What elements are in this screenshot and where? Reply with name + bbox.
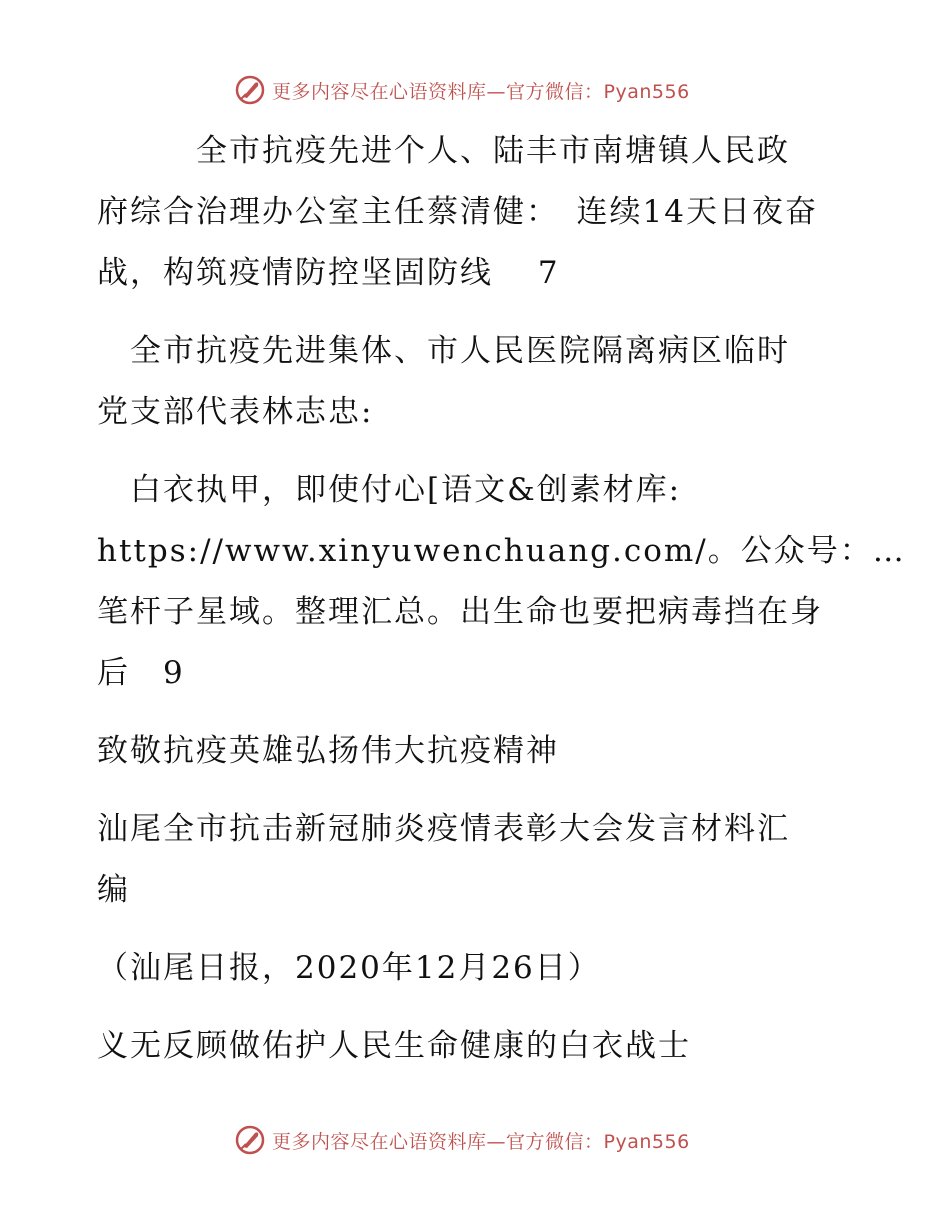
paragraph-line: 全市抗疫先进个人、陆丰市南塘镇人民政 (97, 133, 790, 169)
footer-watermark (0, 1120, 950, 1160)
paragraph-line: 战，构筑疫情防控坚固防线 7 (97, 255, 560, 291)
document-body (97, 121, 906, 1077)
header-dash: — (486, 80, 507, 103)
feather-logo-icon (234, 74, 266, 106)
header-site-text: 更多内容尽在心语资料库 (272, 80, 487, 103)
paragraph-line: 府综合治理办公室主任蔡清健： 连续14天日夜奋 (97, 194, 818, 230)
paragraph-line: https://www.xinyuwenchuang.com/。公众号：… (97, 533, 906, 569)
heading-line: 编 (97, 872, 130, 908)
paragraph-line: 白衣执甲，即使付心[语文&创素材库: (97, 472, 682, 508)
paragraph-line: 笔杆子星域。整理汇总。出生命也要把病毒挡在身 (97, 594, 823, 630)
paragraph-line: 后 9 (97, 655, 185, 691)
header-text (272, 77, 690, 104)
heading-line: 致敬抗疫英雄弘扬伟大抗疫精神 (97, 733, 559, 769)
heading-line: 义无反顾做佑护人民生命健康的白衣战士 (97, 1028, 691, 1064)
paragraph-line: 全市抗疫先进集体、市人民医院隔离病区临时 (97, 333, 790, 369)
header-wechat-text: 官方微信：Pyan556 (506, 80, 690, 103)
feather-logo-icon (234, 1124, 266, 1156)
footer-wechat-text: 官方微信：Pyan556 (506, 1130, 690, 1153)
footer-text (272, 1127, 690, 1154)
source-line: （汕尾日报，2020年12月26日） (97, 950, 601, 986)
footer-site-text: 更多内容尽在心语资料库 (272, 1130, 487, 1153)
heading-line: 汕尾全市抗击新冠肺炎疫情表彰大会发言材料汇 (97, 811, 790, 847)
footer-dash: — (486, 1130, 507, 1153)
paragraph-line: 党支部代表林志忠: (97, 394, 374, 430)
header-watermark (0, 70, 950, 110)
